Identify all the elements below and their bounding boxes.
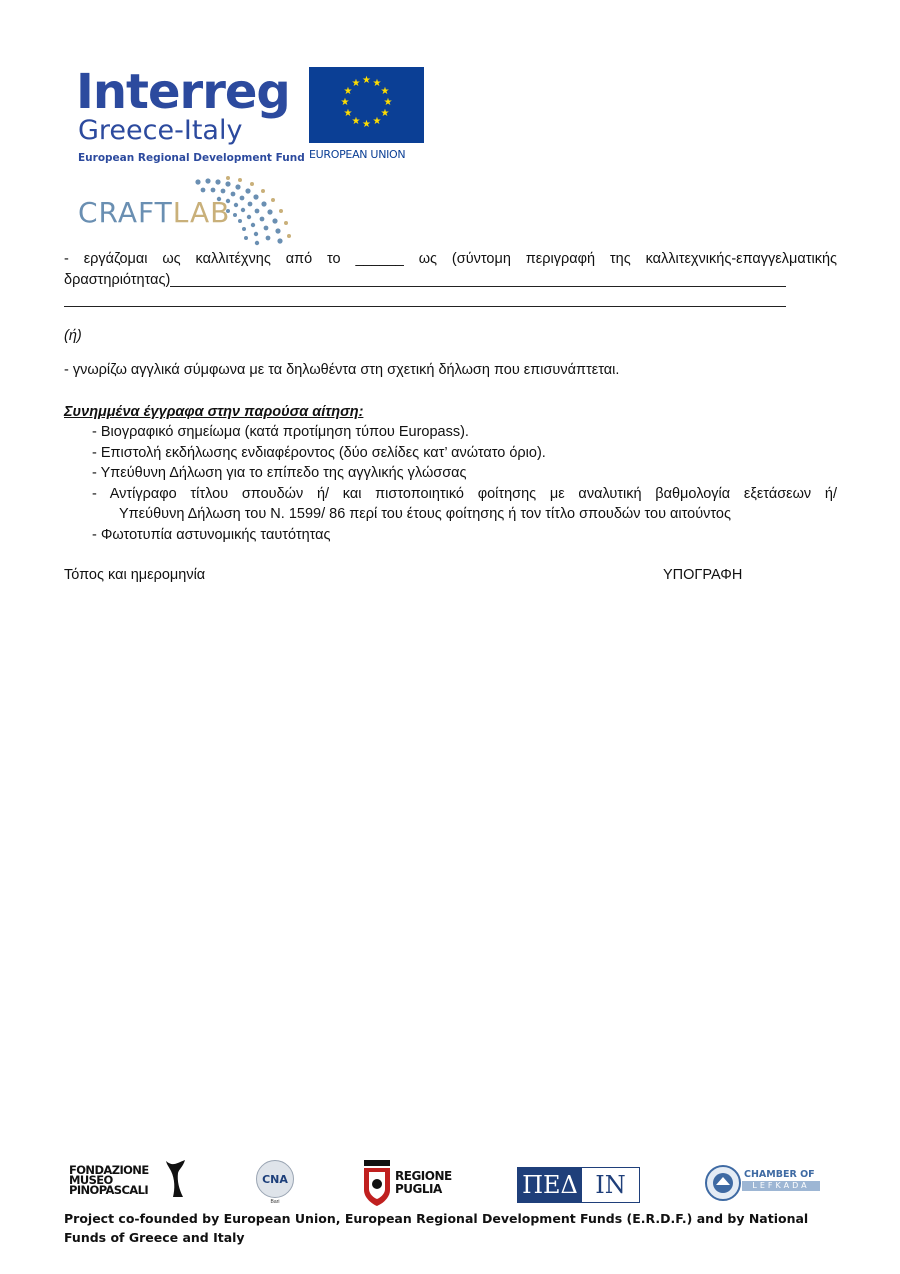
chamber-line-1: CHAMBER OF — [744, 1169, 815, 1180]
svg-text:★: ★ — [380, 86, 390, 97]
craftlab-word-a: CRAFT — [78, 196, 173, 229]
ped-in-logo — [517, 1167, 640, 1203]
partner-logos — [64, 1150, 837, 1210]
signature-label: ΥΠΟΓΡΑΦΗ — [663, 567, 743, 583]
attachments-title: Συνημμένα έγγραφα στην παρούσα αίτηση: — [64, 404, 364, 420]
ped-label: ΠΕΔ — [518, 1168, 582, 1202]
chamber-seal-icon — [704, 1164, 742, 1202]
list-item-line-a: - Αντίγραφο τίτλου σπουδών ή/ και πιστοποιητικό φοίτησης με αναλυτική βαθμολογία εξετάσεων ή/ — [92, 485, 837, 502]
eu-flag — [309, 67, 424, 143]
svg-text:★: ★ — [343, 86, 353, 97]
interreg-fund: European Regional Development Fund — [78, 152, 305, 164]
regione-line-2: PUGLIA — [395, 1182, 442, 1196]
chamber-lefkada-logo — [704, 1164, 824, 1204]
craftlab-wordmark — [78, 196, 230, 229]
interreg-logo — [76, 64, 305, 168]
employment-line: - εργάζομαι ως καλλιτέχνης από το ______ ως (σύντομη περιγραφή της καλλιτεχνικής-επαγγελματικής — [64, 251, 837, 267]
interreg-brand: Interreg — [76, 64, 290, 120]
activity-blank-2 — [64, 306, 786, 307]
eu-logo — [309, 67, 425, 167]
craftlab-logo — [78, 176, 292, 246]
list-item: - Υπεύθυνη Δήλωση για το επίπεδο της αγγλικής γλώσσας — [92, 465, 467, 481]
chamber-line-2: LEFKADA — [742, 1181, 820, 1191]
in-label: ΙΝ — [582, 1168, 639, 1202]
svg-text:★: ★ — [351, 116, 361, 127]
cna-logo — [256, 1160, 294, 1206]
svg-text:★: ★ — [340, 97, 350, 108]
place-date-label: Τόπος και ημερομηνία — [64, 567, 206, 583]
list-item: - Φωτοτυπία αστυνομικής ταυτότητας — [92, 526, 331, 543]
fondazione-line-2: MUSEO — [69, 1173, 113, 1187]
footer-credit: Project co-founded by European Union, European Regional Development Funds (E.R.D.F.) and by National Funds of Greece and Italy — [64, 1211, 809, 1245]
svg-text:★: ★ — [362, 75, 371, 86]
craftlab-word-b: LAB — [172, 196, 231, 229]
fondazione-line-1: FONDAZIONE — [69, 1163, 149, 1177]
fondazione-line-3: PINOPASCALI — [69, 1183, 149, 1197]
activity-line — [64, 270, 786, 291]
list-item: - Επιστολή εκδήλωσης ενδιαφέροντος (δύο σελίδες κατ’ ανώτατο όριο). — [92, 444, 546, 461]
cna-sub: Bari — [270, 1199, 280, 1205]
whale-tail-icon — [163, 1159, 189, 1199]
svg-text:★: ★ — [383, 97, 393, 108]
attachments-list — [92, 422, 837, 545]
svg-text:★: ★ — [362, 119, 371, 130]
english-statement: - γνωρίζω αγγλικά σύμφωνα με τα δηλωθέντα στη σχετική δήλωση που επισυνάπτεται. — [64, 362, 620, 378]
cna-label: CNA — [262, 1172, 288, 1186]
eu-stars-icon — [309, 67, 424, 143]
activity-blank — [170, 286, 786, 287]
eu-caption: EUROPEAN UNION — [309, 148, 406, 161]
list-item-line-b: Υπεύθυνη Δήλωση του Ν. 1599/ 86 περί του έτους φοίτησης ή τον τίτλο σπουδών του αιτούντος — [119, 506, 731, 522]
activity-label: δραστηριότητας) — [64, 272, 171, 288]
list-item — [92, 484, 837, 525]
svg-text:★: ★ — [351, 78, 361, 89]
interreg-subtitle: Greece-Italy — [78, 115, 243, 146]
regione-crest-icon — [362, 1160, 392, 1206]
svg-text:★: ★ — [372, 116, 382, 127]
or-text: (ή) — [64, 328, 82, 344]
svg-text:★: ★ — [343, 108, 353, 119]
fondazione-logo — [69, 1165, 189, 1205]
regione-line-1: REGIONE — [395, 1169, 452, 1183]
svg-text:★: ★ — [372, 78, 382, 89]
list-item: - Βιογραφικό σημείωμα (κατά προτίμηση τύπου Europass). — [92, 424, 469, 440]
regione-puglia-logo — [362, 1160, 462, 1208]
svg-text:★: ★ — [380, 108, 390, 119]
